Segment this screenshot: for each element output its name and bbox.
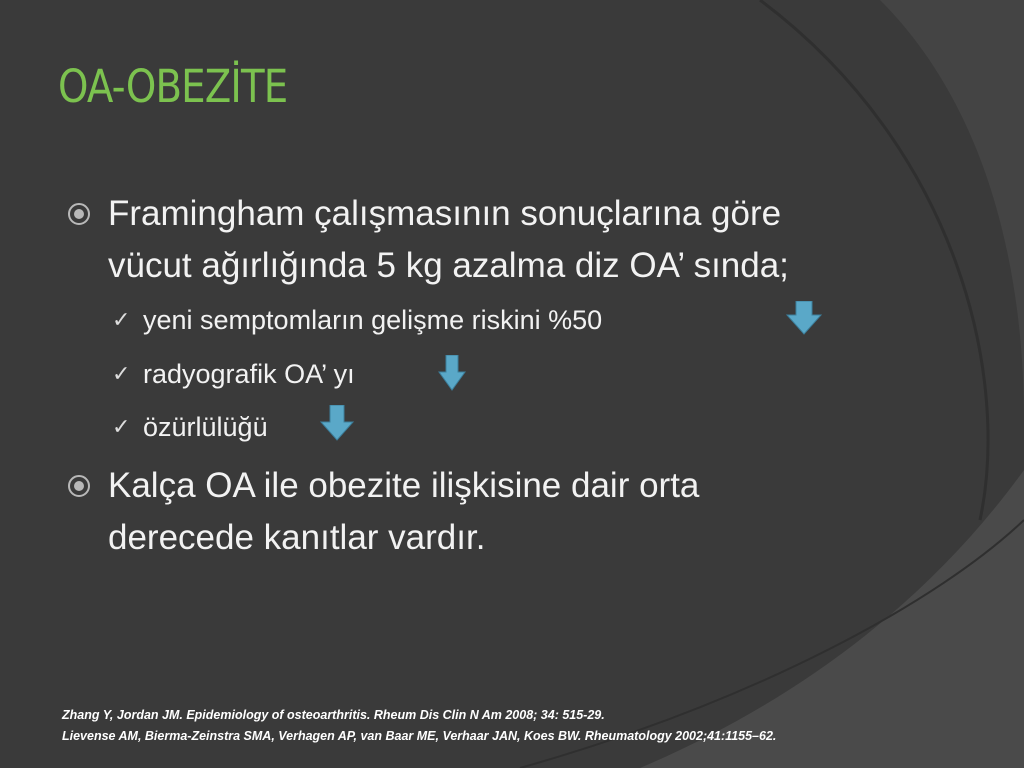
down-arrow-icon <box>786 301 822 335</box>
check-icon: ✓ <box>112 414 131 439</box>
bullet-2-line-1: Kalça OA ile obezite ilişkisine dair orta <box>108 466 700 505</box>
check-icon: ✓ <box>112 361 131 386</box>
bullet-1-line-2: vücut ağırlığında 5 kg azalma diz OA’ sında; <box>108 246 789 285</box>
check-icon: ✓ <box>112 307 131 332</box>
sub-item-2-text: radyografik OA’ yı <box>143 359 355 389</box>
circle-bullet-icon <box>66 473 92 499</box>
sub-item-3-text: özürlülüğü <box>143 412 268 442</box>
reference-1: Zhang Y, Jordan JM. Epidemiology of osteoarthritis. Rheum Dis Clin N Am 2008; 34: 515-29. <box>62 708 605 722</box>
down-arrow-icon <box>438 355 466 391</box>
circle-bullet-icon <box>66 201 92 227</box>
sub-item-1-text: yeni semptomların gelişme riskini %50 <box>143 305 603 335</box>
bullet-2-text <box>108 460 1008 564</box>
bullet-1-line-1: Framingham çalışmasının sonuçlarına göre <box>108 194 782 233</box>
down-arrow-icon <box>320 405 354 441</box>
references <box>62 705 776 747</box>
bullet-2-line-2: derecede kanıtlar vardır. <box>108 518 486 557</box>
reference-2: Lievense AM, Bierma-Zeinstra SMA, Verhagen AP, van Baar ME, Verhaar JAN, Koes BW. Rheumatology 2002;41:1155–62. <box>62 729 777 743</box>
bullet-1-text <box>108 188 1008 292</box>
slide-title: OA-OBEZİTE <box>58 60 288 113</box>
